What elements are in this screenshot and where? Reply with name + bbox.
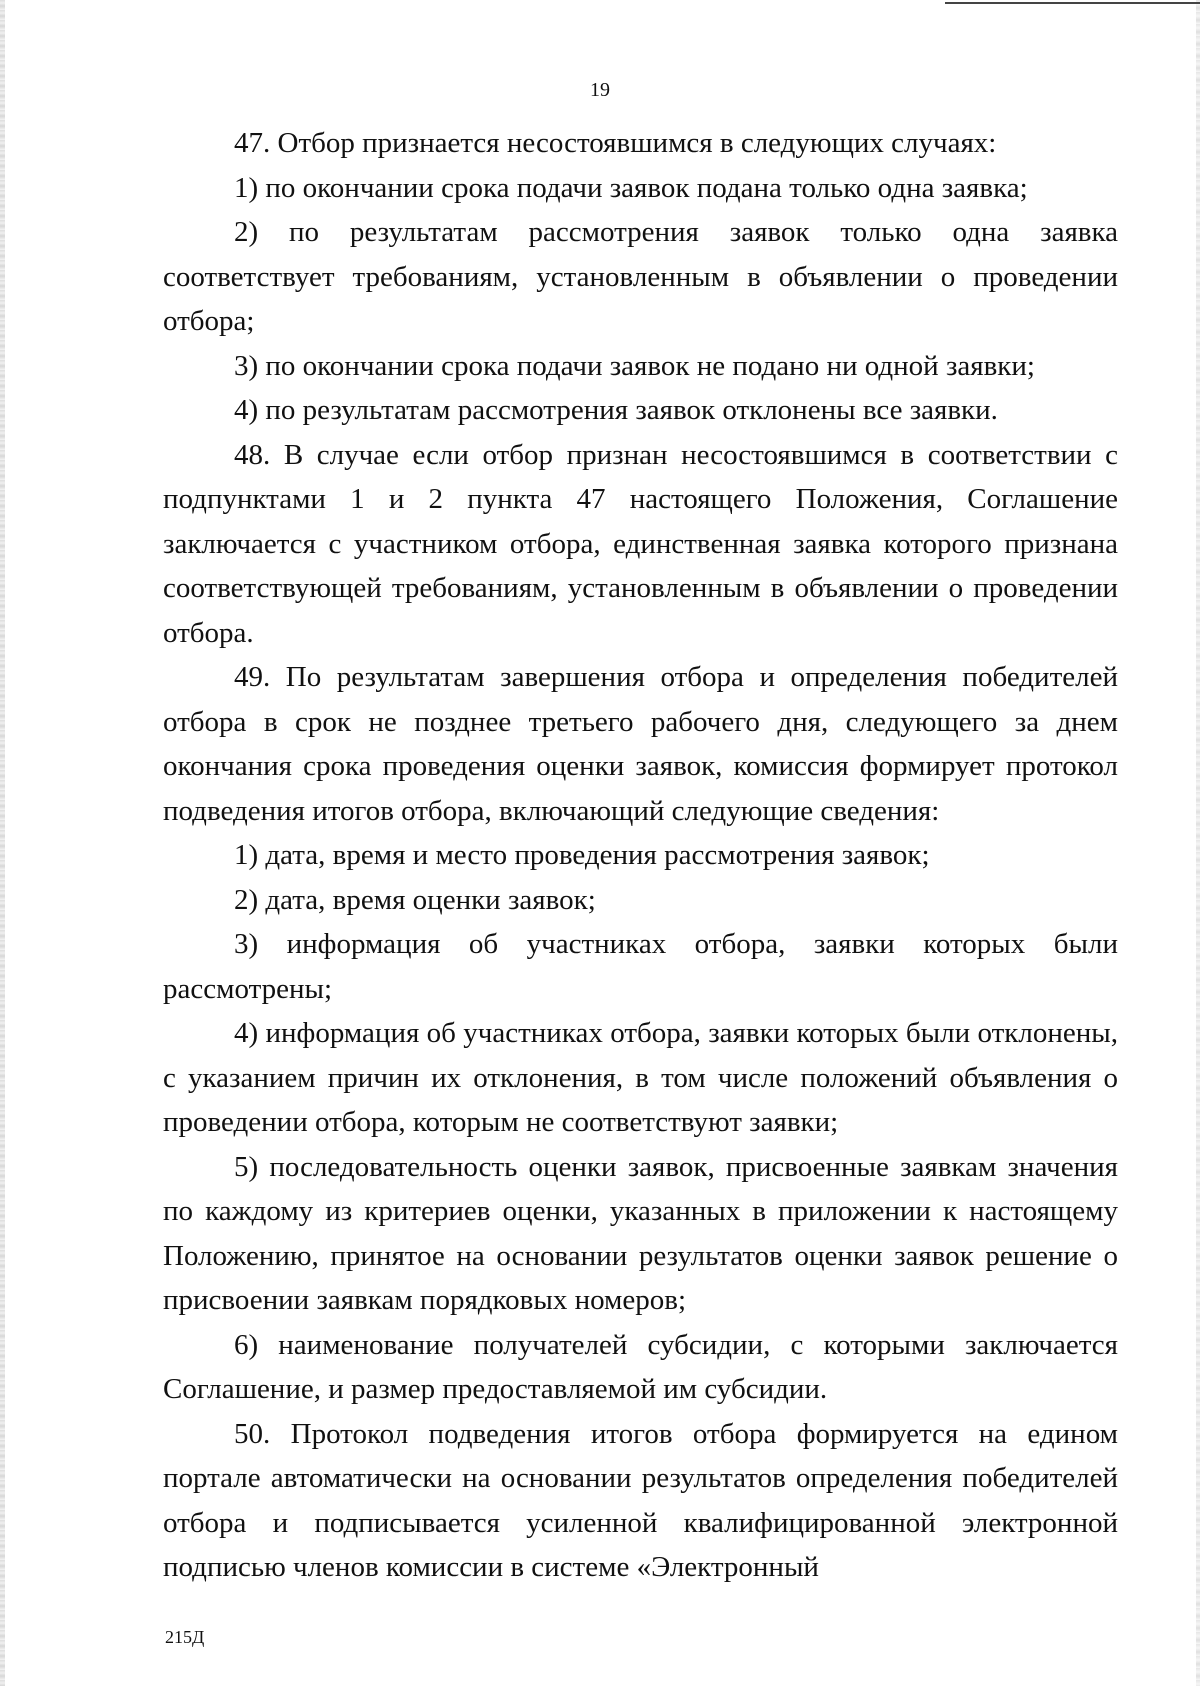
paragraph-47-item-3: 3) по окончании срока подачи заявок не подано ни одной заявки;	[234, 349, 1035, 382]
paragraph-49-item-1: 1) дата, время и место проведения рассмотрения заявок;	[234, 839, 930, 871]
paragraph-49-item-2: 2) дата, время оценки заявок;	[234, 883, 596, 916]
paragraph-47-item-2: 2) по результатам рассмотрения заявок только одна заявка соответствует требованиям, установленным в объявлении о проведении отбора;	[163, 216, 1118, 337]
paragraph-47: 47. Отбор признается несостоявшимся в следующих случаях:	[234, 127, 997, 159]
paragraph-49-item-5: 5) последовательность оценки заявок, присвоенные заявкам значения по каждому из критериев оценки, указанных в приложении к настоящему Положению, принятое на основании результатов оценки заявок решение о присвоении заявкам порядковых номеров;	[163, 1150, 1118, 1316]
scan-edge-right	[1196, 0, 1200, 1686]
paragraph-47-item-1: 1) по окончании срока подачи заявок подана только одна заявка;	[234, 171, 1028, 204]
paragraph-48: 48. В случае если отбор признан несостоявшимся в соответствии с подпунктами 1 и 2 пункта 47 настоящего Положения, Соглашение заключается с участником отбора, единственная заявка которого признана соответствующей требованиям, установленным в объявлении о проведении отбора.	[163, 438, 1118, 649]
paragraph-49-item-4: 4) информация об участниках отбора, заявки которых были отклонены, с указанием причин их отклонения, в том числе положений объявления о проведении отбора, которым не соответствуют заявки;	[163, 1017, 1118, 1138]
document-code: 215Д	[165, 1627, 205, 1647]
scan-edge-left	[0, 0, 5, 1686]
paragraph-49: 49. По результатам завершения отбора и определения победителей отбора в срок не позднее третьего рабочего дня, следующего за днем окончания срока проведения оценки заявок, комиссия формирует протокол подведения итогов отбора, включающий следующие сведения:	[163, 661, 1118, 827]
paragraph-49-item-6: 6) наименование получателей субсидии, с которыми заключается Соглашение, и размер предоставляемой им субсидии.	[163, 1328, 1118, 1405]
paragraph-47-item-4: 4) по результатам рассмотрения заявок отклонены все заявки.	[234, 394, 998, 426]
page-number: 19	[590, 79, 610, 101]
paragraph-49-item-3: 3) информация об участниках отбора, заявки которых были рассмотрены;	[163, 928, 1118, 1005]
paragraph-50: 50. Протокол подведения итогов отбора формируется на едином портале автоматически на основании результатов определения победителей отбора и подписывается усиленной квалифицированной электронной подписью членов комиссии в системе «Электронный	[163, 1417, 1118, 1583]
document-body	[163, 121, 1118, 1590]
scan-top-rule	[945, 2, 1200, 4]
